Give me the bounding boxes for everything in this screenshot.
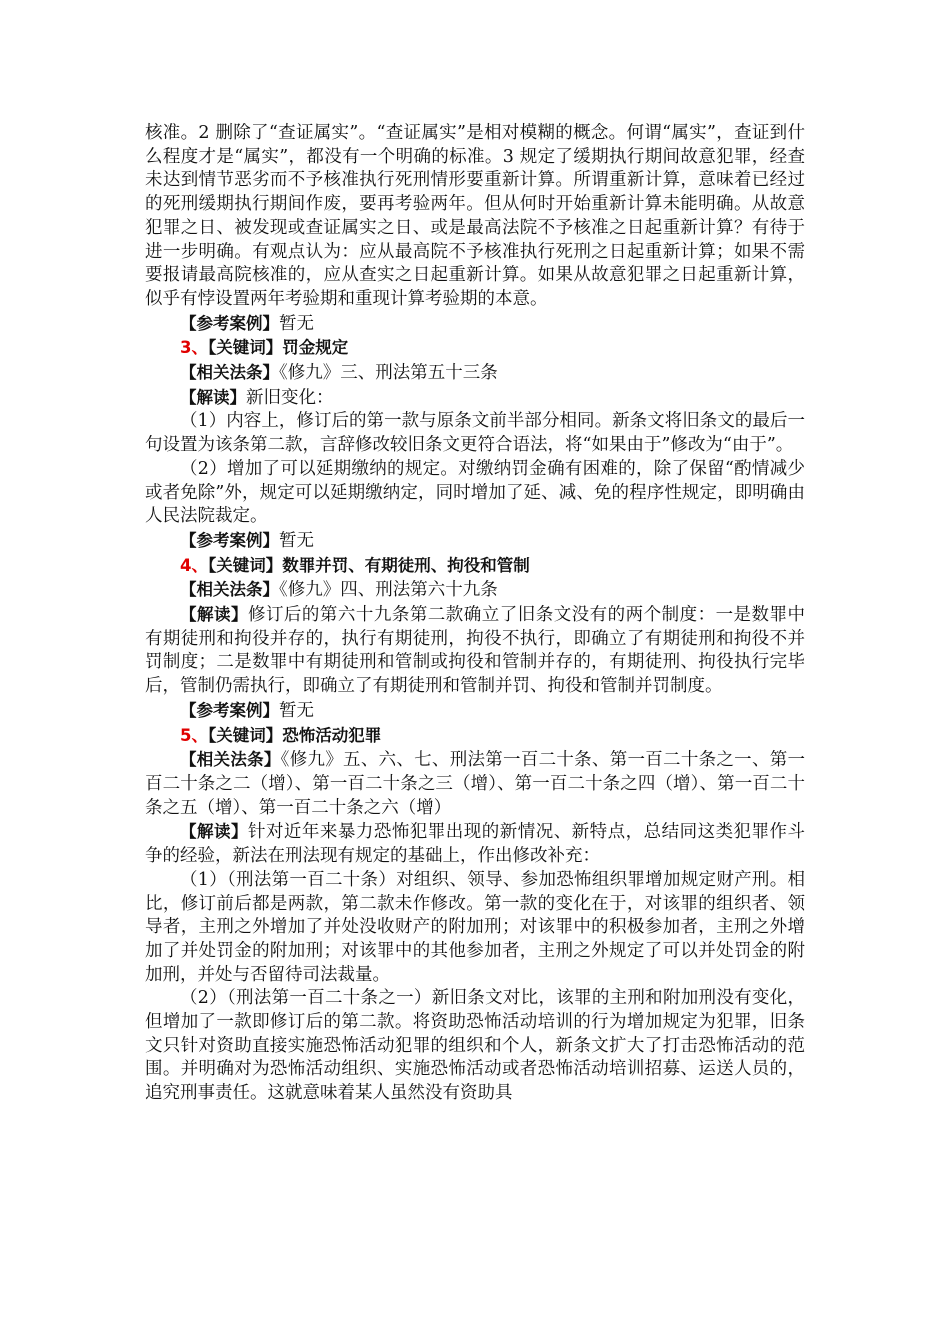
reference-case-3: 【参考案例】暂无 xyxy=(180,530,314,551)
section-heading-4: 4、【关键词】数罪并罚、有期徒刑、拘役和管制 xyxy=(180,555,530,575)
paragraph-5-point-1: （1）（刑法第一百二十条）对组织、领导、参加恐怖组织罪增加规定财产刑。相比，修订前后都是两款，第二款未作修改。第一款的变化在于，对该罪的组织者、领导者，主刑之外增加了并处没收财产的附加刑；对该罪中的积极参加者，主刑之外增加了并处罚金的附加刑；对该罪中的其他参加者，主刑之外规定了可以并处罚金的附加刑，并处与否留待司法裁量。 xyxy=(145,869,805,985)
paragraph-5-point-2: （2）（刑法第一百二十条之一）新旧条文对比，该罪的主刑和附加刑没有变化，但增加了一款即修订后的第二款。将资助恐怖活动培训的行为增加规定为犯罪，旧条文只针对资助直接实施恐怖活动犯罪的组织和个人，新条文扩大了打击恐怖活动的范围。并明确对为恐怖活动组织、实施恐怖活动或者恐怖活动培训招募、运送人员的，追究刑事责任。这就意味着某人虽然没有资助具 xyxy=(145,988,805,1104)
paragraph-3-point-2: （2）增加了可以延期缴纳的规定。对缴纳罚金确有困难的，除了保留“酌情减少或者免除”外，规定可以延期缴纳定，同时增加了延、减、免的程序性规定，即明确由人民法院裁定。 xyxy=(145,458,805,527)
interpretation-3: 【解读】新旧变化： xyxy=(180,387,334,408)
section-heading-5: 5、【关键词】恐怖活动犯罪 xyxy=(180,725,382,745)
document-body xyxy=(145,122,805,1106)
reference-case-2: 【参考案例】暂无 xyxy=(180,313,314,334)
interpretation-5: 【解读】针对近年来暴力恐怖犯罪出现的新情况、新特点，总结同这类犯罪作斗争的经验，新法在刑法现有规定的基础上，作出修改补充： xyxy=(145,822,806,867)
paragraph-3-point-1: （1）内容上，修订后的第一款与原条文前半部分相同。新条文将旧条文的最后一句设置为该条第二款，言辞修改较旧条文更符合语法，将“如果由于”修改为“由于”。 xyxy=(145,411,805,456)
section-heading-3: 3、【关键词】罚金规定 xyxy=(180,338,349,358)
paragraph-death-penalty-recount: 核准。2 删除了“查证属实”。“查证属实”是相对模糊的概念。何谓“属实”，查证到什么程度才是“属实”，都没有一个明确的标准。3 规定了缓期执行期间故意犯罪，经查未达到情节恶劣而不予核准执行死刑情形要重新计算。所谓重新计算，意味着已经过的死刑缓期执行期间作废，要再考验两年。但从何时开始重新计算未能明确。从故意犯罪之日、被发现或查证属实之日、或是最高法院不予核准之日起重新计算？有待于进一步明确。有观点认为：应从最高院不予核准执行死刑之日起重新计算；如果不需要报请最高院核准的，应从查实之日起重新计算。如果从故意犯罪之日起重新计算，似乎有悖设置两年考验期和重现计算考验期的本意。 xyxy=(145,123,805,309)
interpretation-4: 【解读】修订后的第六十九条第二款确立了旧条文没有的两个制度：一是数罪中有期徒刑和拘役并存的，执行有期徒刑，拘役不执行，即确立了有期徒刑和拘役不并罚制度；二是数罪中有期徒刑和管制或拘役和管制并存的，有期徒刑、拘役执行完毕后，管制仍需执行，即确立了有期徒刑和管制并罚、拘役和管制并罚制度。 xyxy=(145,605,806,697)
related-articles-3: 【相关法条】《修九》三、刑法第五十三条 xyxy=(180,363,498,384)
reference-case-4: 【参考案例】暂无 xyxy=(180,700,314,721)
related-articles-5: 【相关法条】《修九》五、六、七、刑法第一百二十条、第一百二十条之一、第一百二十条之二（增）、第一百二十条之三（增）、第一百二十条之四（增）、第一百二十条之五（增）、第一百二十条之六（增） xyxy=(145,750,805,818)
related-articles-4: 【相关法条】《修九》四、刑法第六十九条 xyxy=(180,580,498,601)
